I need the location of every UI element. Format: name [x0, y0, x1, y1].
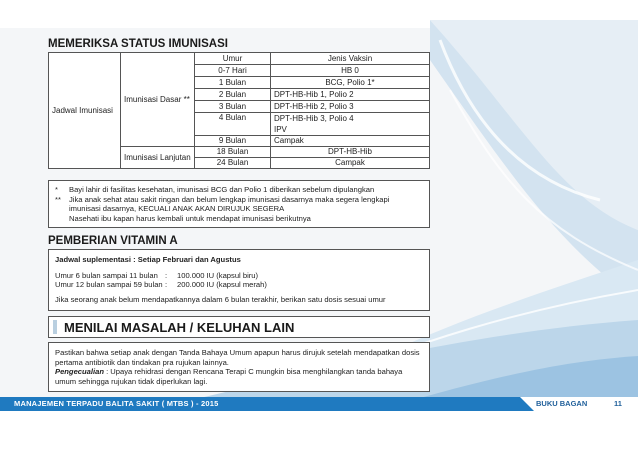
- vitamin-note: Jika seorang anak belum mendapatkannya dalam 6 bulan terakhir, berikan satu dosis sesuai umur: [55, 294, 386, 304]
- table-cell-umur: 4 Bulan: [195, 113, 271, 136]
- vitamin-row-sep: :: [165, 280, 168, 290]
- table-cell-vaksin: DPT-HB-Hib 2, Polio 3: [271, 101, 430, 113]
- footer-book-label: BUKU BAGAN: [536, 399, 588, 408]
- table-cell-umur: 9 Bulan: [195, 136, 271, 147]
- footer-title: MANAJEMEN TERPADU BALITA SAKIT ( MTBS ) - 2015: [14, 399, 219, 408]
- vitamin-section-title: PEMBERIAN VITAMIN A: [48, 235, 178, 247]
- table-cell-vaksin: DPT-HB-Hib: [271, 147, 430, 158]
- table-cell-vaksin: DPT-HB-Hib 1, Polio 2: [271, 89, 430, 101]
- immunization-schedule-table: [48, 52, 430, 169]
- vitamin-row-key: Umur 6 bulan sampai 11 bulan: [55, 270, 158, 280]
- imunisasi-notes-box: [48, 180, 430, 228]
- note-mark: **: [55, 194, 61, 204]
- note-text: Jika anak sehat atau sakit ringan dan belum lengkap imunisasi dasarnya maka segera lengkapi imunisasi dasarnya, KECUALI ANAK AKAN DIRUJUK SEGERA: [69, 194, 390, 214]
- table-cell-umur: 24 Bulan: [195, 158, 271, 169]
- vitamin-row-key: Umur 12 bulan sampai 59 bulan: [55, 280, 163, 290]
- imunisasi-section-title: MEMERIKSA STATUS IMUNISASI: [48, 38, 228, 50]
- table-cell-umur: 2 Bulan: [195, 89, 271, 101]
- exception-text: : Upaya rehidrasi dengan Rencana Terapi C mungkin bisa menghilangkan tanda bahaya umum sehingga rujukan tidak diperlukan lagi.: [55, 367, 403, 386]
- header-umur: Umur: [195, 53, 271, 65]
- note-text: Bayi lahir di fasilitas kesehatan, imunisasi BCG dan Polio 1 diberikan sebelum dipulangkan: [69, 185, 375, 194]
- table-cell-vaksin-ipv: IPV: [271, 125, 430, 136]
- masalah-box: [48, 342, 430, 392]
- exception-label: Pengecualian: [55, 367, 104, 377]
- page-footer: [0, 393, 638, 415]
- masalah-paragraph: Pastikan bahwa setiap anak dengan Tanda Bahaya Umum apapun harus dirujuk setelah mendapatkan dosis pertama antibiotik dan tindakan pra rujukan lainnya.: [55, 348, 420, 367]
- vitamin-row-sep: :: [165, 270, 168, 280]
- note-mark: *: [55, 185, 58, 194]
- imunisasi-dasar-label: Imunisasi Dasar **: [121, 53, 195, 147]
- jadwal-imunisasi-label: Jadwal Imunisasi: [49, 53, 121, 169]
- vitamin-row-value: 200.000 IU (kapsul merah): [177, 280, 267, 290]
- table-cell-vaksin: BCG, Polio 1*: [271, 77, 430, 89]
- vitamin-schedule-heading: Jadwal suplementasi : Setiap Februari dan Agustus: [55, 255, 241, 264]
- table-cell-umur: 18 Bulan: [195, 147, 271, 158]
- note-text: Nasehati ibu kapan harus kembali untuk mendapat imunisasi berikutnya: [69, 213, 311, 223]
- masalah-exception: [55, 367, 423, 386]
- vitamin-a-box: [48, 249, 430, 311]
- footer-tag: [520, 393, 638, 415]
- imunisasi-lanjutan-label: Imunisasi Lanjutan: [121, 147, 195, 169]
- header-jenis-vaksin: Jenis Vaksin: [271, 53, 430, 65]
- table-cell-umur: 3 Bulan: [195, 101, 271, 113]
- banner-accent-bar: [53, 320, 57, 334]
- table-cell-vaksin: Campak: [271, 158, 430, 169]
- table-cell-vaksin: Campak: [271, 136, 430, 147]
- table-cell-vaksin: DPT-HB-Hib 3, Polio 4: [271, 113, 430, 125]
- table-cell-vaksin: HB 0: [271, 65, 430, 77]
- masalah-section-title: MENILAI MASALAH / KELUHAN LAIN: [64, 320, 295, 335]
- table-cell-umur: 1 Bulan: [195, 77, 271, 89]
- vitamin-row-value: 100.000 IU (kapsul biru): [177, 270, 259, 280]
- table-cell-umur: 0-7 Hari: [195, 65, 271, 77]
- page-number: 11: [614, 399, 622, 408]
